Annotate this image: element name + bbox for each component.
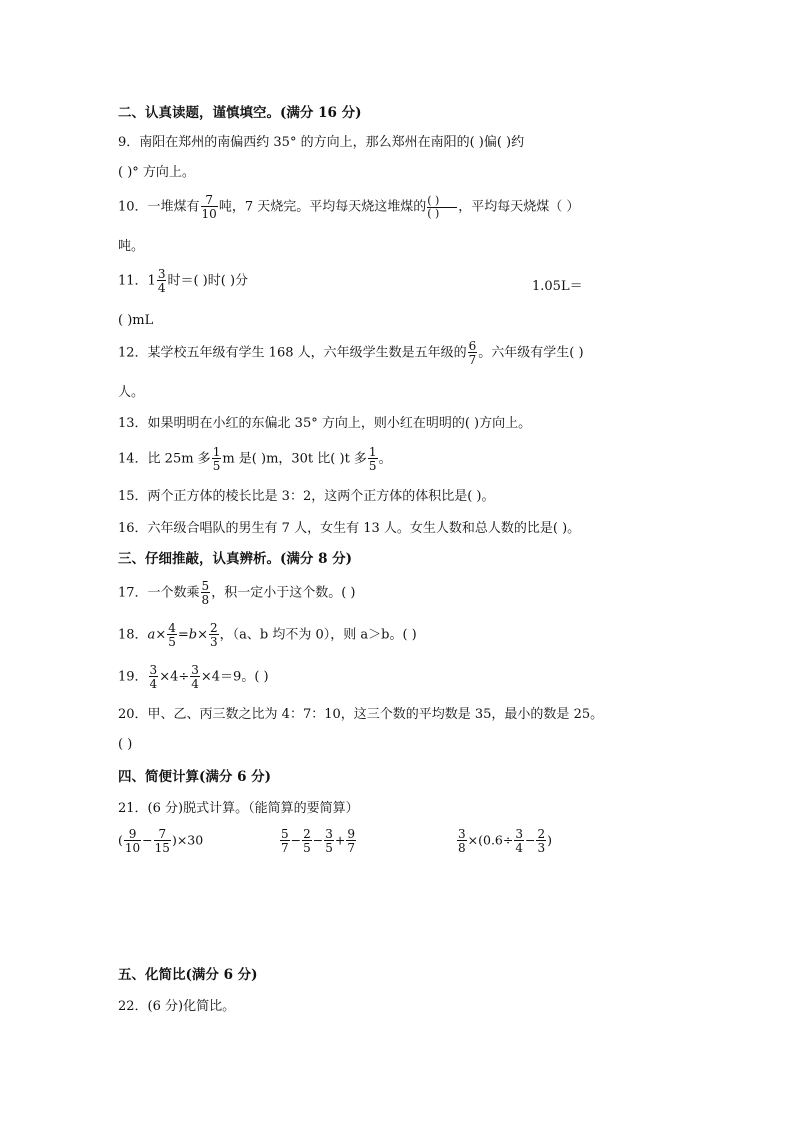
question-19: 19． $\frac{3}{4}$ ×4÷ $\frac{3}{4}$ ×4＝9。( ): [118, 663, 269, 691]
q21-expression-1: ( $\frac{9}{10}$ − $\frac{7}{15}$ )×30: [118, 827, 204, 855]
q18-fraction-2: $\frac{2}{3}$: [210, 621, 218, 649]
question-15: 15．两个正方体的棱长比是 3：2，这两个正方体的体积比是( )。: [118, 489, 495, 504]
q19-fraction-2: $\frac{3}{4}$: [191, 663, 199, 691]
question-11: [118, 268, 248, 294]
question-17: 17．一个数乘 $\frac{5}{8}$ ，积一定小于这个数。( ): [118, 579, 356, 607]
q11-number: 11．: [118, 273, 148, 289]
section-3-title: 三、仔细推敲，认真辨析。(满分 8 分): [118, 551, 353, 567]
q21-expression-2: $\frac{5}{7}$ − $\frac{2}{5}$ − $\frac{3}{5}$ + $\frac{9}{7}$: [281, 827, 356, 855]
q10-text-b: 吨，7 天烧完。平均每天烧这堆煤的: [218, 199, 427, 215]
q21-expression-3: $\frac{3}{8}$ ×(0.6÷ $\frac{3}{4}$ − $\frac{2}{3}$ ): [458, 827, 552, 855]
q11-mixed-number: 1 $\frac{3}{4}$: [147, 267, 166, 295]
section-4-title: 四、简便计算(满分 6 分): [118, 769, 272, 785]
question-10-line-2: 吨。: [118, 239, 145, 254]
q17-fraction: $\frac{5}{8}$: [201, 579, 210, 607]
q10-answer-fraction: $\frac{( )}{( )}$: [427, 195, 457, 220]
question-9-line-2: ( )° 方向上。: [118, 165, 195, 180]
question-13: 13．如果明明在小红的东偏北 35° 方向上，则小红在明明的( )方向上。: [118, 416, 532, 431]
question-16: 16．六年级合唱队的男生有 7 人，女生有 13 人。女生人数和总人数的比是( )。: [118, 521, 581, 536]
q10-text-a: 10．一堆煤有: [118, 199, 200, 215]
question-12-line-2: 人。: [118, 385, 145, 400]
q11-volume: 1.05L＝: [532, 279, 583, 294]
q19-fraction-1: $\frac{3}{4}$: [149, 663, 158, 691]
question-18: 18．a× $\frac{4}{5}$ =b× $\frac{2}{3}$ ，（a、b 均不为 0），则 a＞b。( ): [118, 621, 417, 649]
question-12: 12．某学校五年级有学生 168 人，六年级学生数是五年级的 $\frac{6}{7}$ 。六年级有学生( ): [118, 339, 584, 367]
question-20-line-1: 20．甲、乙、丙三数之比为 4：7：10，这三个数的平均数是 35，最小的数是 25。: [118, 707, 604, 722]
q18-fraction-1: $\frac{4}{5}$: [168, 621, 176, 649]
question-21: 21．(6 分)脱式计算。（能简算的要简算）: [118, 801, 359, 816]
question-9-line-1: 9．南阳在郑州的南偏西约 35° 的方向上，那么郑州在南阳的( )偏( )约: [118, 135, 525, 150]
question-20-line-2: ( ): [118, 737, 133, 752]
q10-fraction: $\frac{7}{10}$: [201, 193, 217, 221]
q14-fraction-2: $\frac{1}{5}$: [368, 445, 377, 473]
section-2-title: 二、认真读题，谨慎填空。(满分 16 分): [118, 105, 362, 121]
question-22: 22．(6 分)化简比。: [118, 999, 236, 1014]
q12-fraction: $\frac{6}{7}$: [468, 339, 477, 367]
question-10: [118, 194, 579, 220]
section-5-title: 五、化简比(满分 6 分): [118, 967, 258, 983]
q11-text-b: 时＝( )时( )分: [167, 273, 249, 289]
question-14: 14．比 25m 多 $\frac{1}{5}$ m 是( )m，30t 比( )t 多 $\frac{1}{5}$ 。: [118, 445, 392, 473]
q14-fraction-1: $\frac{1}{5}$: [212, 445, 221, 473]
question-11-line-2: ( )mL: [118, 313, 154, 328]
q10-text-c: ，平均每天烧煤（ ）: [458, 199, 580, 215]
